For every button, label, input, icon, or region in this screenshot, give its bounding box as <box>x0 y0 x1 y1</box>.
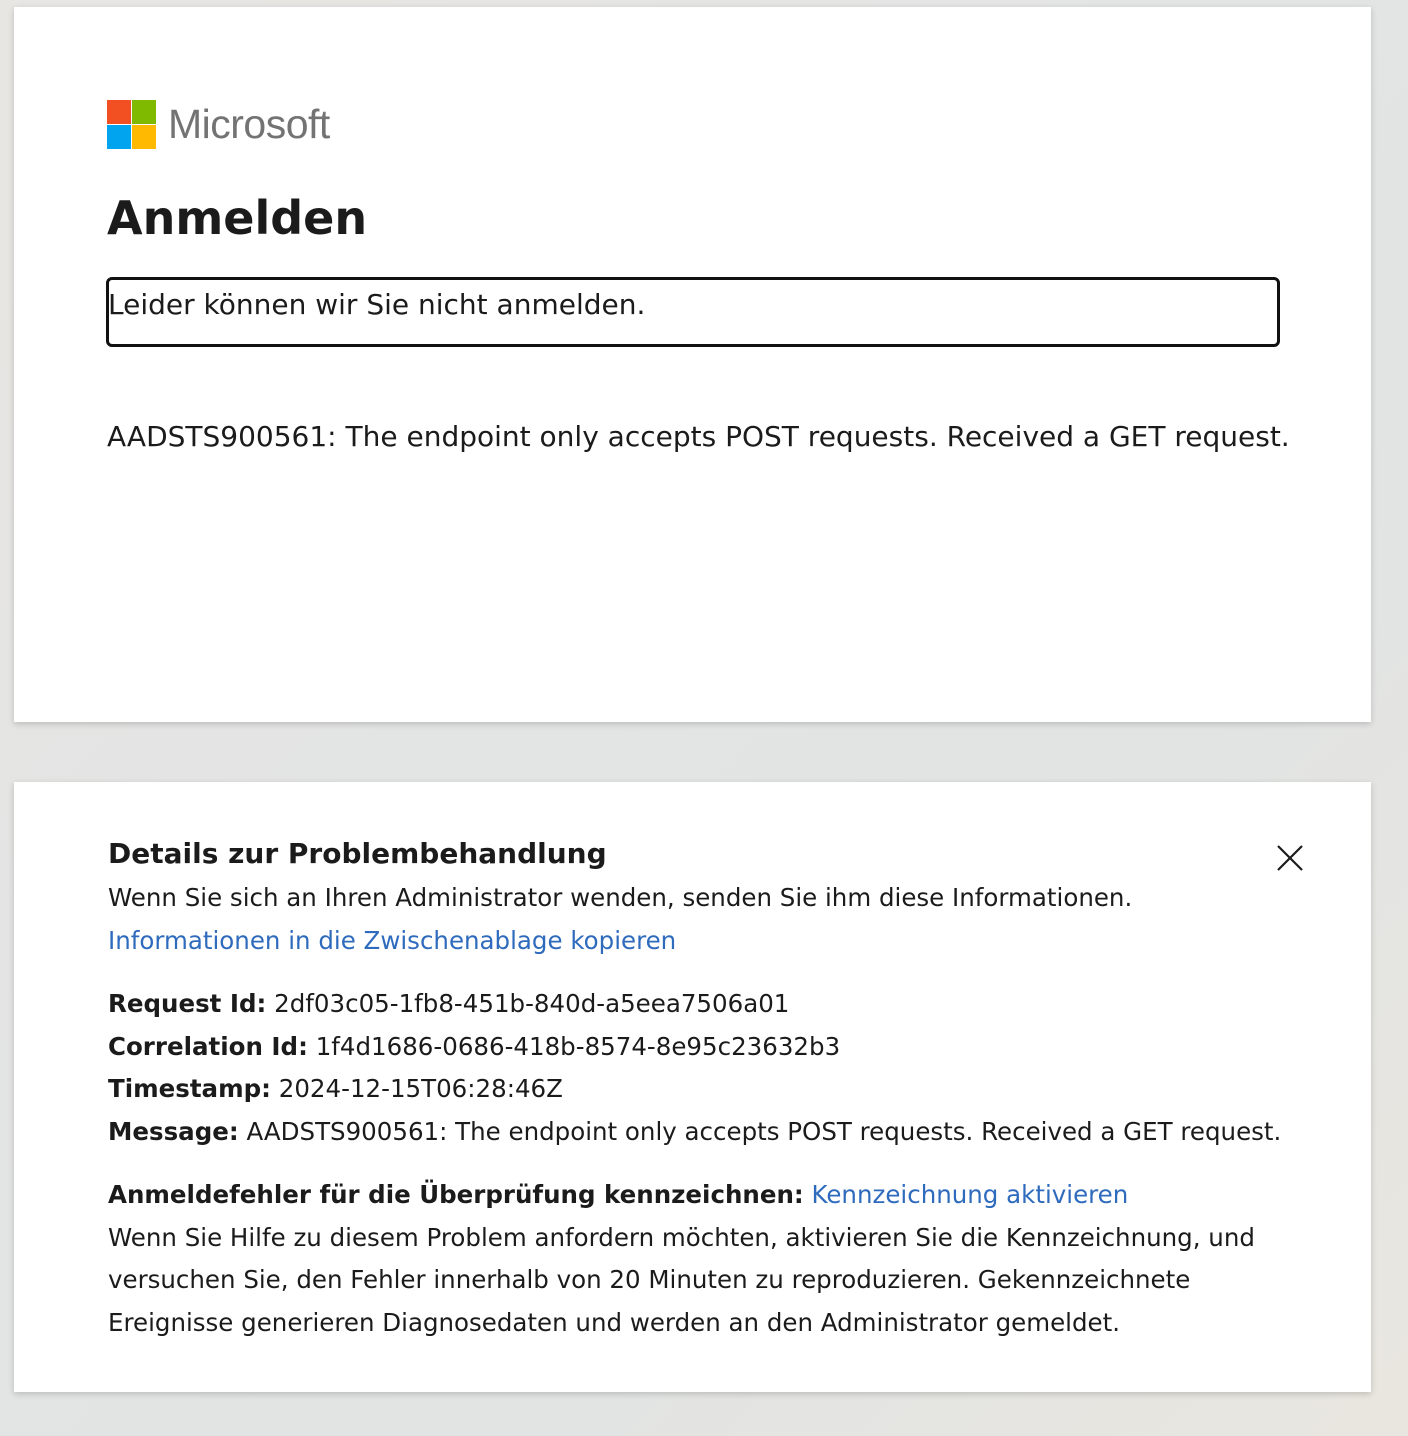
signin-card <box>14 7 1371 722</box>
close-icon <box>1272 840 1308 876</box>
logo-square-green <box>132 100 156 124</box>
flag-row <box>108 1174 1268 1217</box>
correlation-id-label: Correlation Id: <box>108 1031 308 1061</box>
logo-square-yellow <box>132 125 156 149</box>
copy-to-clipboard-link[interactable]: Informationen in die Zwischenablage kopieren <box>108 925 677 955</box>
message-row <box>108 1111 1282 1154</box>
error-code-text: AADSTS900561: The endpoint only accepts POST requests. Received a GET request. <box>107 420 1290 453</box>
logo-square-blue <box>107 125 131 149</box>
logo-wordmark: Microsoft <box>168 101 330 147</box>
timestamp-row <box>108 1068 1268 1111</box>
message-label: Message: <box>108 1116 239 1146</box>
flag-description: Wenn Sie Hilfe zu diesem Problem anfordern möchten, aktivieren Sie die Kennzeichnung, und versuchen Sie, den Fehler innerhalb von 20 Minuten zu reproduzieren. Gekennzeichnete Ereignisse generieren Diagnosedaten und werden an den Administrator gemeldet. <box>108 1222 1255 1337</box>
correlation-id-row <box>108 1026 1268 1069</box>
details-body <box>108 877 1282 1344</box>
correlation-id-value: 1f4d1686-0686-418b-8574-8e95c23632b3 <box>315 1031 841 1061</box>
diagnostic-info <box>108 983 1282 1153</box>
details-description: Wenn Sie sich an Ihren Administrator wenden, senden Sie ihm diese Informationen. <box>108 883 1133 912</box>
flag-errors-section <box>108 1174 1268 1344</box>
error-message-box <box>106 277 1280 347</box>
details-heading: Details zur Problembehandlung <box>108 837 607 870</box>
timestamp-label: Timestamp: <box>108 1074 271 1103</box>
close-button[interactable] <box>1272 840 1308 876</box>
flag-label: Anmeldefehler für die Überprüfung kennzeichnen: <box>108 1180 804 1209</box>
request-id-value: 2df03c05-1fb8-451b-840d-a5eea7506a01 <box>274 989 790 1018</box>
request-id-row <box>108 983 1268 1026</box>
timestamp-value: 2024-12-15T06:28:46Z <box>278 1074 563 1103</box>
microsoft-logo <box>107 100 330 149</box>
request-id-label: Request Id: <box>108 989 267 1018</box>
message-value: AADSTS900561: The endpoint only accepts POST requests. Received a GET request. <box>246 1116 1282 1146</box>
troubleshooting-details-card <box>14 782 1371 1392</box>
page-title: Anmelden <box>107 191 368 245</box>
enable-flagging-link[interactable]: Kennzeichnung aktivieren <box>811 1180 1129 1209</box>
microsoft-logo-icon <box>107 100 156 149</box>
logo-square-red <box>107 100 131 124</box>
error-message: Leider können wir Sie nicht anmelden. <box>108 288 646 321</box>
